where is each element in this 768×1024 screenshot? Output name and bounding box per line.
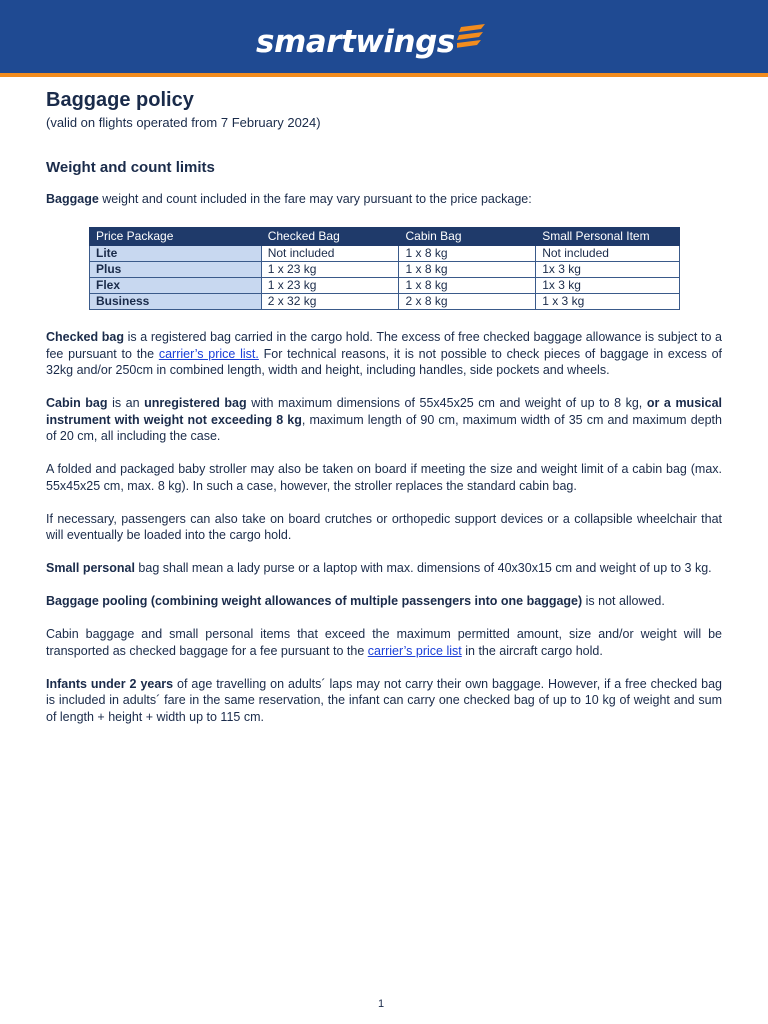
cabin-bag-text: is an	[107, 396, 145, 410]
cabin-bag-limits-text: , maximum length of 90 cm, maximum width of 35 cm and maximum depth of 20 cm, all including the case.	[46, 412, 722, 443]
table-cell: 1 x 8 kg	[399, 278, 536, 294]
table-header-row	[90, 228, 680, 246]
small-personal-term: Small personal	[46, 561, 135, 575]
small-personal-text: bag shall mean a lady purse or a laptop with max. dimensions of 40x30x15 cm and weight of up to 3 kg.	[134, 561, 712, 575]
col-header-checked-bag: Checked Bag	[261, 228, 399, 246]
pooling-term: Baggage pooling (combining weight allowances of multiple passengers into one baggage)	[46, 594, 583, 608]
pooling-text: is not allowed.	[582, 594, 665, 608]
pooling-paragraph	[46, 593, 722, 610]
checked-bag-limits-text: For technical reasons, it is not possible to check pieces of baggage in excess of 32kg and/or 250cm in combined length, width and height, including handles, side pockets and wheels.	[46, 346, 722, 377]
carriers-price-list-link-2[interactable]: carrier’s price list	[367, 643, 462, 658]
table-row	[90, 294, 680, 310]
header-accent-stripe	[0, 73, 768, 77]
table-cell: 2 x 8 kg	[399, 294, 536, 310]
package-name-cell: Lite	[90, 246, 262, 262]
section-heading: Weight and count limits	[46, 159, 215, 176]
cabin-bag-term: Cabin bag	[46, 396, 108, 410]
table-row	[90, 262, 680, 278]
intro-bold: Baggage	[46, 192, 99, 206]
document-body	[46, 86, 722, 724]
infants-paragraph	[46, 676, 722, 726]
col-header-price-package: Price Package	[90, 228, 262, 246]
table-cell: 1 x 3 kg	[536, 294, 680, 310]
exceed-text-end: in the aircraft cargo hold.	[461, 643, 603, 658]
exceed-text: Cabin baggage and small personal items that exceed the maximum permitted amount, size and/or weight will be transported as checked baggage for a fee pursuant to the	[46, 627, 722, 658]
crutches-paragraph: If necessary, passengers can also take on board crutches or orthopedic support devices or a collapsible wheelchair that will eventually be loaded into the cargo hold.	[46, 511, 722, 542]
table-cell: 1 x 23 kg	[261, 278, 399, 294]
cabin-bag-dimensions-text: with maximum dimensions of 55x45x25 cm and weight of up to 8 kg,	[246, 396, 647, 410]
logo-wordmark: smartwings	[256, 24, 455, 60]
header-band	[0, 0, 768, 73]
table-cell: 1x 3 kg	[536, 278, 680, 294]
table-cell: 1 x 8 kg	[399, 246, 536, 262]
table-cell: 1x 3 kg	[536, 262, 680, 278]
musical-instrument-term: or a musical instrument with weight not exceeding 8 kg	[46, 396, 722, 427]
page-title: Baggage policy	[46, 89, 194, 111]
table-row	[90, 246, 680, 262]
unregistered-bag-term: unregistered bag	[144, 396, 247, 410]
exceed-paragraph	[46, 626, 722, 659]
infants-term: Infants under 2 years	[46, 676, 174, 691]
small-personal-paragraph	[46, 560, 722, 577]
carriers-price-list-link[interactable]: carrier’s price list.	[158, 346, 259, 361]
col-header-cabin-bag: Cabin Bag	[399, 228, 536, 246]
wings-mark-icon	[457, 24, 487, 50]
package-name-cell: Business	[90, 294, 262, 310]
table-cell: Not included	[536, 246, 680, 262]
checked-bag-term: Checked bag	[46, 330, 124, 344]
checked-bag-paragraph	[46, 329, 722, 379]
cabin-bag-paragraph	[46, 395, 722, 445]
package-name-cell: Flex	[90, 278, 262, 294]
infants-text: of age travelling on adults´ laps may not carry their own baggage. However, if a free checked bag is included in adults´ fare in the same reservation, the infant can carry one checked bag of up to 10 kg of weight and sum of length + height + width up to 115 cm.	[46, 676, 722, 724]
col-header-small-personal-item: Small Personal Item	[536, 228, 680, 246]
intro-text: weight and count included in the fare may vary pursuant to the price package:	[98, 192, 532, 206]
intro-paragraph	[46, 191, 722, 208]
table-cell: Not included	[261, 246, 399, 262]
page-number: 1	[378, 998, 385, 1010]
table-cell: 2 x 32 kg	[261, 294, 399, 310]
smartwings-logo[interactable]	[256, 22, 487, 62]
stroller-paragraph: A folded and packaged baby stroller may also be taken on board if meeting the size and weight limit of a cabin bag (max. 55x45x25 cm, max. 8 kg). In such a case, however, the stroller replaces the standard cabin bag.	[46, 462, 722, 493]
package-name-cell: Plus	[90, 262, 262, 278]
table-cell: 1 x 8 kg	[399, 262, 536, 278]
checked-bag-text: is a registered bag carried in the cargo hold. The excess of free checked baggage allowance is subject to a fee pursuant to the	[46, 330, 722, 361]
policy-paragraphs	[46, 329, 722, 742]
validity-subtitle: (valid on flights operated from 7 February 2024)	[46, 115, 321, 130]
table-cell: 1 x 23 kg	[261, 262, 399, 278]
table-row	[90, 278, 680, 294]
price-package-table	[89, 227, 680, 310]
